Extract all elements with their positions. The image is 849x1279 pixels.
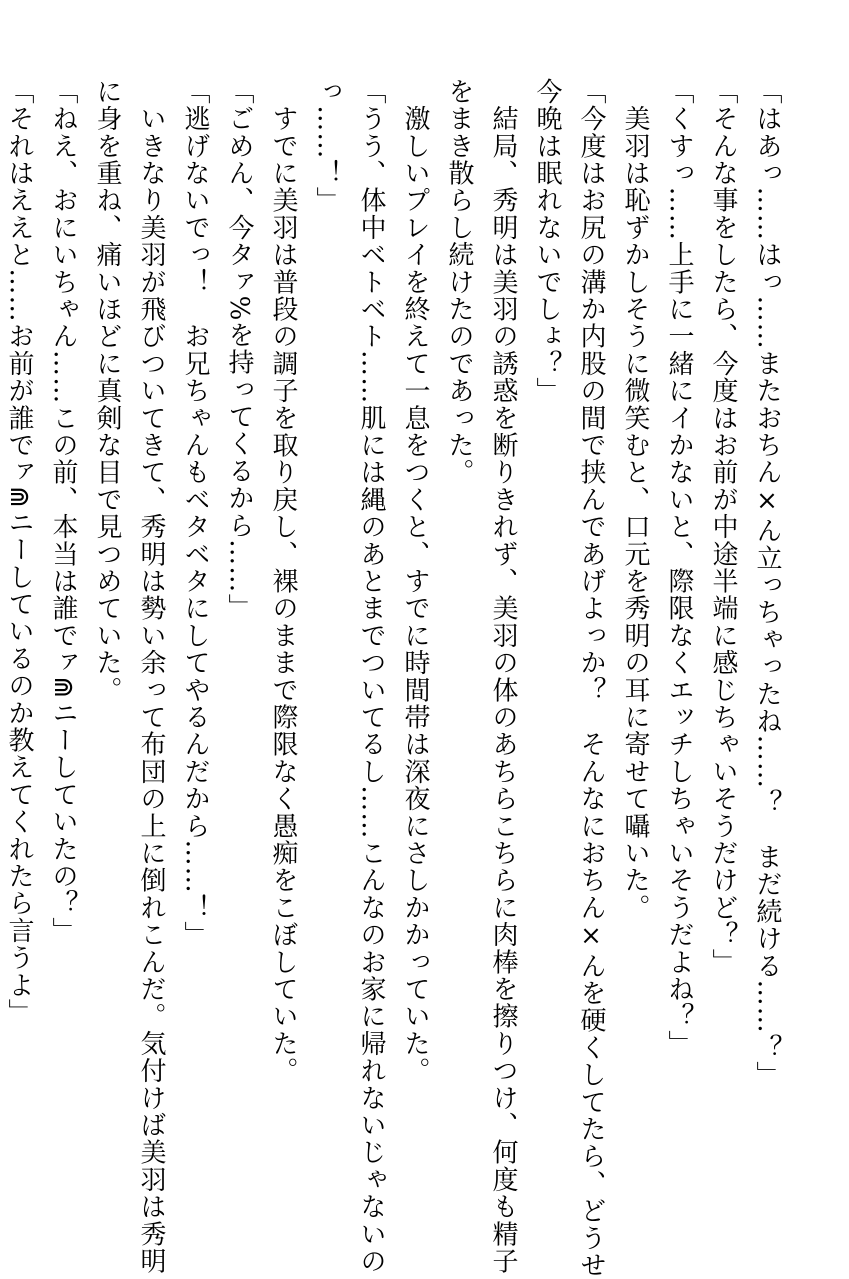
text-line: 「うう、体中ベトベト……肌には縄のあとまでついてるし……こんなのお家に帰れないじゃないの	[356, 78, 386, 1275]
text-line: 「はあっ……はっ……またおちん×ん立っちゃったね……？ まだ続ける……？」	[752, 78, 782, 1089]
text-line: いきなり美羽が飛びついてきて、秀明は勢い余って布団の上に倒れこんだ。気付けば美羽は秀明	[136, 78, 166, 1275]
text-line: 「それはええと……お前が誰でァ⋒ニーしているのか教えてくれたら言うよ」	[4, 78, 34, 1026]
text-line: 美羽は恥ずかしそうに微笑むと、口元を秀明の耳に寄せて囁いた。	[620, 78, 650, 922]
text-line: 「くすっ……上手に一緒にイかないと、際限なくエッチしちゃいそうだよね？」	[664, 78, 694, 1058]
text-line: に身を重ね、痛いほどに真剣な目で見つめていた。	[92, 78, 122, 704]
text-line: をまき散らし続けたのであった。	[444, 78, 474, 486]
text-line: 結局、秀明は美羽の誘惑を断りきれず、美羽の体のあちらこちらに肉棒を擦りつけ、何度も精子	[488, 78, 518, 1275]
text-line: 今晩は眠れないでしょ？」	[532, 78, 562, 405]
text-line: っ……！」	[312, 78, 342, 214]
text-line: 激しいプレイを終えて一息をつくと、すでに時間帯は深夜にさしかかっていた。	[400, 78, 430, 1085]
text-line: 「逃げないでっ！ お兄ちゃんもベタベタにしてやるんだから……！」	[180, 78, 210, 949]
vertical-text-body	[0, 78, 789, 1279]
text-line: 「ごめん、今タァ%を持ってくるから……」	[224, 78, 254, 621]
text-line: 「そんな事をしたら、今度はお前が中途半端に感じちゃいそうだけど？」	[708, 78, 738, 976]
text-line: 「ねえ、おにいちゃん……この前、本当は誰でァ⋒ニーしていたの？」	[48, 78, 78, 945]
text-line: 「今度はお尻の溝か内股の間で挟んであげよっか？ そんなにおちん×んを硬くしてたら、どうせ	[576, 78, 606, 1279]
text-line: すでに美羽は普段の調子を取り戻し、裸のままで際限なく愚痴をこぼしていた。	[268, 78, 298, 1085]
